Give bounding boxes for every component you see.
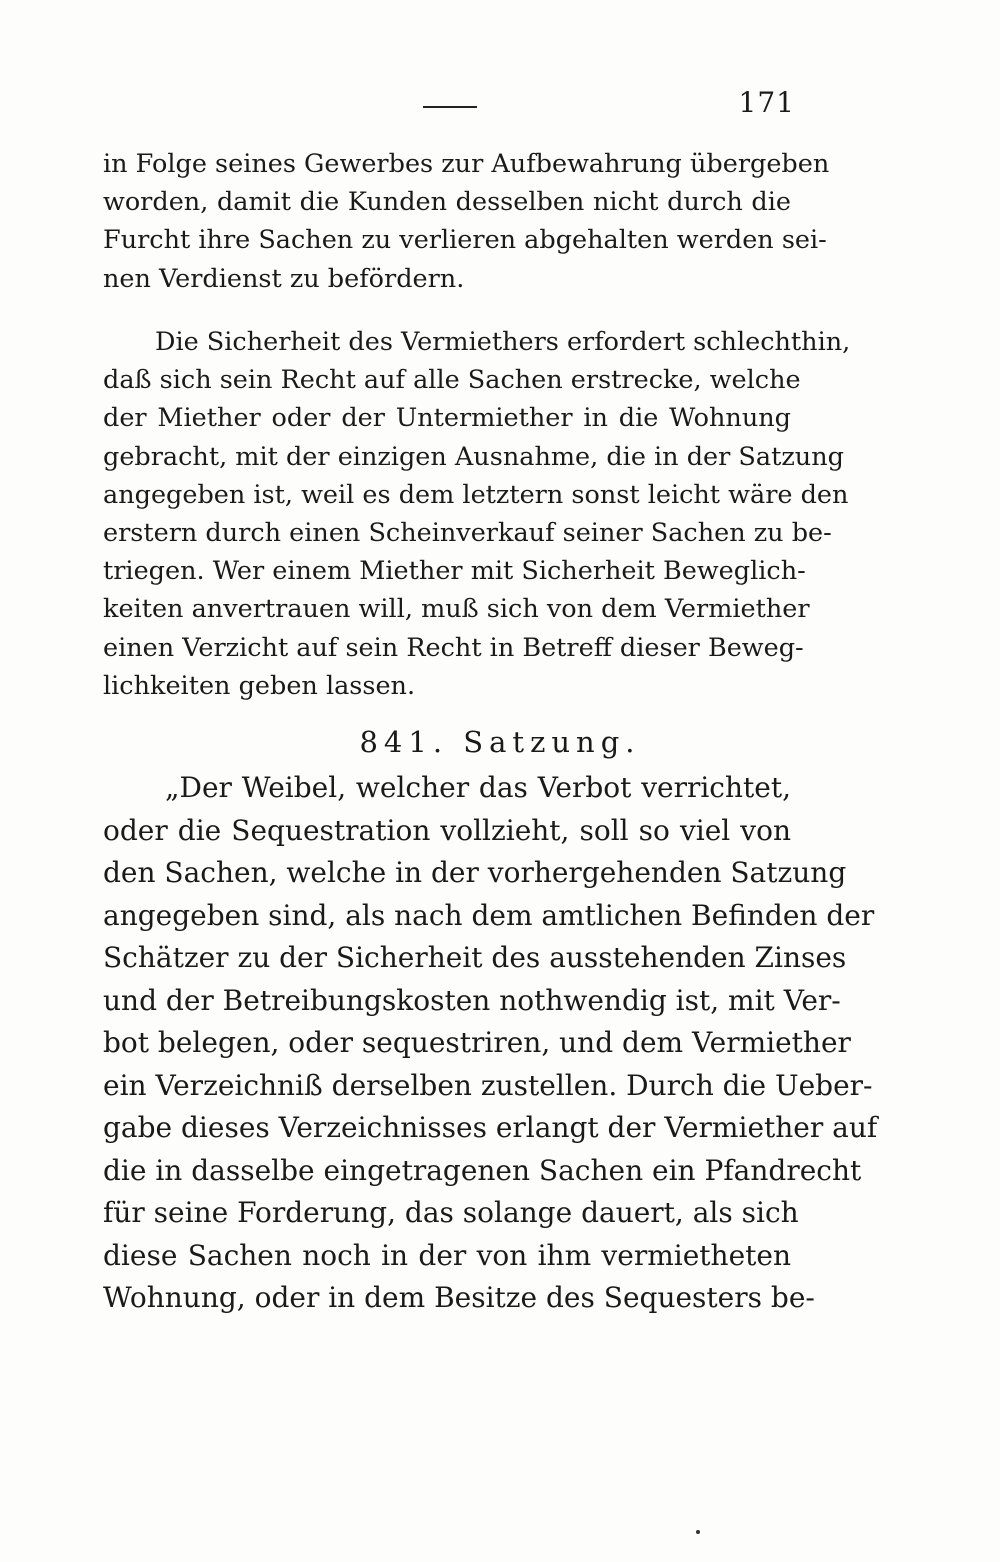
text-line: „Der Weibel, welcher das Verbot verrichtet,	[165, 771, 791, 804]
head-rule	[423, 106, 477, 108]
ink-speck	[696, 1530, 700, 1534]
text-line: daß sich sein Recht auf alle Sachen erstrecke, welche	[103, 365, 801, 396]
text-line: Furcht ihre Sachen zu verlieren abgehalten werden sei-	[103, 225, 827, 256]
text-line: nen Verdienst zu befördern.	[103, 263, 465, 294]
text-line: erstern durch einen Scheinverkauf seiner Sachen zu be-	[103, 517, 832, 548]
text-line: oder die Sequestration vollzieht, soll so viel von	[103, 813, 791, 847]
text-line: ein Verzeichniß derselben zustellen. Durch die Ueber-	[103, 1068, 873, 1102]
text-line: lichkeiten geben lassen.	[103, 670, 416, 701]
text-line: keiten anvertrauen will, muß sich von dem Vermiether	[103, 594, 810, 625]
text-line: der Miether oder der Untermiether in die Wohnung	[103, 403, 791, 434]
text-line: angegeben ist, weil es dem letztern sonst leicht wäre den	[103, 479, 849, 510]
text-line: gebracht, mit der einzigen Ausnahme, die in der Satzung	[103, 441, 844, 472]
text-line: angegeben sind, als nach dem amtlichen Befinden der	[103, 898, 875, 932]
text-line: die in dasselbe eingetragenen Sachen ein Pfandrecht	[103, 1153, 862, 1187]
page-number: 171	[738, 86, 795, 119]
text-line: worden, damit die Kunden desselben nicht durch die	[103, 187, 791, 218]
section-heading: 841. Satzung.	[359, 725, 641, 759]
paragraph-continued	[103, 145, 830, 298]
text-line: für seine Forderung, das solange dauert, als sich	[103, 1196, 799, 1229]
text-line: in Folge seines Gewerbes zur Aufbewahrung übergeben	[103, 149, 830, 179]
paragraph-satzung	[103, 767, 878, 1320]
running-head	[0, 80, 1000, 130]
text-line: bot belegen, oder sequestriren, und dem Vermiether	[103, 1026, 851, 1059]
text-line: diese Sachen noch in der von ihm vermietheten	[103, 1238, 791, 1272]
text-line: und der Betreibungskosten nothwendig ist, mit Ver-	[103, 983, 841, 1017]
text-line: gabe dieses Verzeichnisses erlangt der Vermiether auf	[103, 1111, 878, 1144]
text-line: einen Verzicht auf sein Recht in Betreff dieser Beweg-	[103, 632, 804, 663]
text-line: Wohnung, oder in dem Besitze des Sequesters be-	[103, 1281, 815, 1314]
text-line: Schätzer zu der Sicherheit des ausstehenden Zinses	[103, 941, 847, 974]
text-line: den Sachen, welche in der vorhergehenden Satzung	[103, 856, 847, 889]
text-line: triegen. Wer einem Miether mit Sicherheit Beweglich-	[103, 556, 806, 587]
text-line: Die Sicherheit des Vermiethers erfordert schlechthin,	[155, 327, 851, 357]
paragraph-sicherheit	[103, 323, 851, 705]
